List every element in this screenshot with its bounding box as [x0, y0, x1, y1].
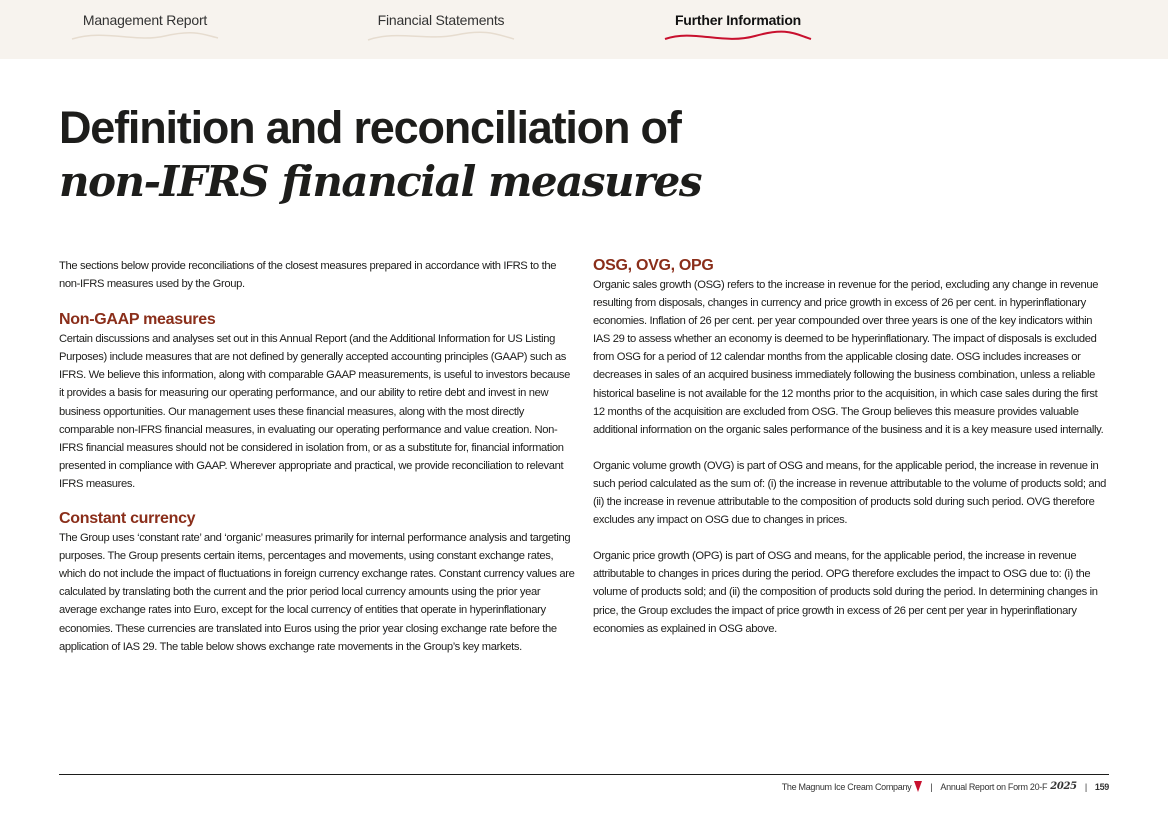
section-heading-osg-ovg-opg: OSG, OVG, OPG	[593, 257, 714, 274]
tab-label: Management Report	[82, 12, 208, 28]
footer-separator: |	[1084, 781, 1087, 792]
tab-label: Financial Statements	[377, 12, 505, 28]
page-title-line-2: non-IFRS financial measures	[59, 157, 702, 206]
tab-wave-decoration	[366, 29, 516, 45]
page-footer	[782, 781, 1109, 792]
left-column	[59, 257, 575, 656]
right-column	[593, 257, 1111, 638]
page-title-line-1: Definition and reconciliation of	[59, 102, 681, 153]
osg-paragraph: Organic sales growth (OSG) refers to the increase in revenue for the period, excluding any change in revenue resulting from disposals, changes in currency and price growth in excess of 26 per cent. in hyperinflationary economies. Inflation of 26 per cent. per year compounded over three years is one of the key indicators within IAS 29 to assess whether an economy is deemed to be hyperinflationary. The impact of disposals is excluded from OSG for a period of 12 calendar months from the applicable closing date. OSG includes increases or decreases in sales of an acquired business immediately following the business combination, unless a reliable historical baseline is not available for the 12 months prior to the acquisition, in which case sales during the first 12 months of the acquisition are excluded from OSG. The Group believes this measure provides valuable additional information on the organic sales performance of the business and it is a key measure used internally.	[593, 279, 1104, 436]
intro-paragraph: The sections below provide reconciliations of the closest measures prepared in accordance with IFRS to the non-IFRS measures used by the Group.	[59, 260, 557, 291]
magnum-logo-icon	[914, 781, 922, 792]
tab-financial-statements[interactable]	[366, 0, 516, 59]
tab-active-wave	[663, 29, 813, 45]
footer-divider	[59, 774, 1109, 775]
section-heading-non-gaap: Non-GAAP measures	[59, 311, 216, 329]
tab-wave-decoration	[70, 29, 220, 45]
footer-company: The Magnum Ice Cream Company	[781, 781, 912, 792]
section-body-constant-currency: The Group uses ‘constant rate’ and ‘organic’ measures primarily for internal performance analysis and targeting purposes. The Group presents certain items, percentages and movements, using constant exchange rates, which do not include the impact of fluctuations in foreign currency exchange rates. Constant currency values are calculated by translating both the current and the prior period local currency amounts using the prior year average exchange rates into Euro, except for the local currency of entities that operate in hyperinflationary economies. These currencies are translated into Euros using the prior year closing exchange rate before the application of IAS 29. The table below shows exchange rate movements in the Group’s key markets.	[59, 532, 575, 653]
page-number: 159	[1094, 781, 1109, 792]
top-navigation	[0, 0, 1168, 59]
tab-label: Further Information	[674, 12, 802, 28]
footer-separator: |	[930, 781, 933, 792]
footer-report: Annual Report on Form 20-F	[940, 781, 1048, 792]
tab-further-information[interactable]	[663, 0, 813, 59]
opg-paragraph: Organic price growth (OPG) is part of OSG and means, for the applicable period, the increase in revenue attributable to changes in prices during the period. OPG therefore excludes the impact to OSG due to: (i) the volume of products sold; and (ii) the composition of products sold during the period. In determining changes in price, the Group excludes the impact of price growth in excess of 26 per cent per year in hyperinflationary economies as explained in OSG above.	[593, 550, 1098, 635]
tab-management-report[interactable]	[70, 0, 220, 59]
ovg-paragraph: Organic volume growth (OVG) is part of OSG and means, for the applicable period, the increase in revenue in such period calculated as the sum of: (i) the increase in revenue attributable to the volume of products sold; and (ii) the increase in revenue attributable to the composition of products sold during such period. OVG therefore excludes any impact on OSG due to changes in prices.	[593, 459, 1106, 527]
section-body-non-gaap: Certain discussions and analyses set out in this Annual Report (and the Additional Information for US Listing Purposes) include measures that are not defined by generally accepted accounting principles (GAAP) such as IFRS. We believe this information, along with comparable GAAP measurements, is useful to investors because it provides a basis for measuring our operating performance, and our ability to retire debt and invest in new business opportunities. Our management uses these financial measures, along with the most directly comparable non-IFRS financial measures, in evaluating our operating performance and value creation. Non-IFRS financial measures should not be considered in isolation from, or as a substitute for, financial information presented in compliance with GAAP. Wherever appropriate and practical, we provide reconciliation to relevant IFRS measures.	[59, 333, 570, 490]
page-title	[59, 102, 701, 208]
section-heading-constant-currency: Constant currency	[59, 510, 196, 528]
footer-year: 2025	[1050, 781, 1077, 792]
